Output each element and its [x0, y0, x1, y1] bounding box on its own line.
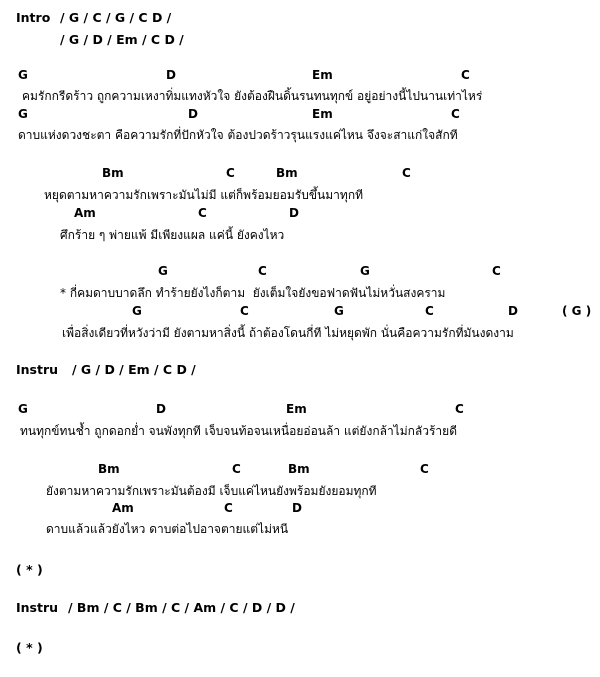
intro-label: Intro	[16, 10, 51, 25]
chord: G	[360, 264, 370, 278]
chord: C	[455, 402, 464, 416]
chord: C	[402, 166, 411, 180]
chord: Bm	[288, 462, 310, 476]
chord: Em	[312, 107, 333, 121]
lyric-line: * กี่คมดาบบาดลึก ทำร้ายยังไงก็ตาม ยังเต็มใจยังขอฟาดฟันไม่หวั่นสงคราม	[60, 286, 446, 300]
chord: Em	[312, 68, 333, 82]
chord: C	[224, 501, 233, 515]
chord: Bm	[102, 166, 124, 180]
instru-chords: / Bm / C / Bm / C / Am / C / D / D /	[68, 600, 295, 615]
chord: C	[198, 206, 207, 220]
lyric-line: เพื่อสิ่งเดียวที่หวังว่ามี ยังตามหาสิ่งนี้ ถ้าต้องโดนกี่ที ไม่หยุดพัก นั่นคือความรักที่มันงดงาม	[62, 326, 514, 340]
chord: Bm	[98, 462, 120, 476]
chord: G	[334, 304, 344, 318]
chord: G	[158, 264, 168, 278]
chord: C	[461, 68, 470, 82]
chord: C	[425, 304, 434, 318]
chord: D	[289, 206, 299, 220]
chord: D	[508, 304, 518, 318]
lyric-line: หยุดตามหาความรักเพราะมันไม่มี แต่ก็พร้อมยอมรับขึ้นมาทุกที	[44, 188, 363, 202]
chord: ( G )	[562, 304, 592, 318]
chord: C	[232, 462, 241, 476]
chord: G	[18, 68, 28, 82]
lyric-line: ดาบแห่งดวงชะตา คือความรักที่ปักหัวใจ ต้องปวดร้าวรุนแรงแค่ไหน จึงจะสาแก่ใจสักที	[18, 128, 458, 142]
chord: Em	[286, 402, 307, 416]
repeat-chorus-marker: ( * )	[16, 562, 43, 577]
chord: C	[226, 166, 235, 180]
chord: Am	[74, 206, 96, 220]
instru-label: Instru	[16, 600, 59, 615]
lyric-line: ทนทุกข์ทนช้ำ ถูกดอกย่ำ จนพังทุกที เจ็บจนท้อจนเหนื่อยอ่อนล้า แต่ยังกล้าไม่กลัวร้ายดี	[20, 424, 457, 438]
chord: D	[156, 402, 166, 416]
chord: C	[492, 264, 501, 278]
intro-chords-line-2: / G / D / Em / C D /	[60, 32, 184, 47]
chord: G	[18, 107, 28, 121]
chord: D	[188, 107, 198, 121]
chord: Bm	[276, 166, 298, 180]
chord: D	[292, 501, 302, 515]
lyric-line: ดาบแล้วแล้วยังไหว ดาบต่อไปอาจตายแต่ไม่หนี	[46, 522, 289, 536]
chord: C	[451, 107, 460, 121]
chord: C	[420, 462, 429, 476]
chord: C	[258, 264, 267, 278]
chord: G	[18, 402, 28, 416]
lyric-line: คมรักกรีดร้าว ถูกความเหงาทิ่มแทงหัวใจ ยังต้องฝืนดิ้นรนทนทุกข์ อยู่อย่างนี้ไปนานเท่าไหร่	[22, 89, 483, 103]
chord: Am	[112, 501, 134, 515]
instru-label: Instru	[16, 362, 59, 377]
lyric-line: ศึกร้าย ๆ พ่ายแพ้ มีเพียงแผล แค่นี้ ยังคงไหว	[60, 228, 285, 242]
lyric-line: ยังตามหาความรักเพราะมันต้องมี เจ็บแค่ไหนยังพร้อมยังยอมทุกที	[46, 484, 377, 498]
instru-chords: / G / D / Em / C D /	[72, 362, 196, 377]
chord: C	[240, 304, 249, 318]
intro-chords-line-1: / G / C / G / C D /	[60, 10, 172, 25]
chord: D	[166, 68, 176, 82]
repeat-chorus-marker: ( * )	[16, 640, 43, 655]
chord: G	[132, 304, 142, 318]
